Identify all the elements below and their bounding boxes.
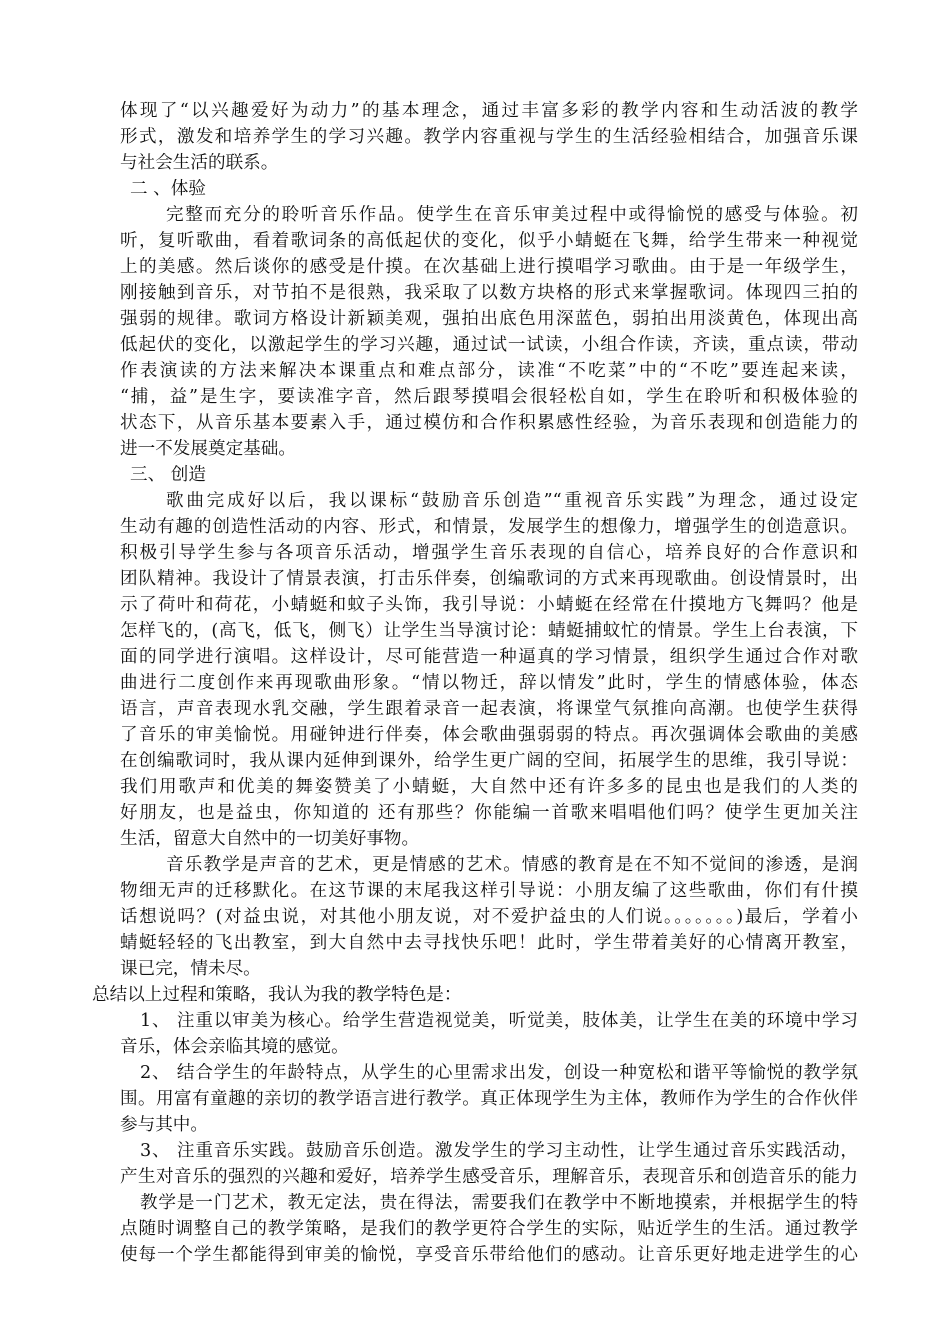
section3-line-9: 语言，声音表现水乳交融，学生跟着录音一起表演，将课堂气氛推向高潮。也使学生获得 bbox=[120, 699, 858, 719]
summary-item-3-line-1: 3、 注重音乐实践。鼓励音乐创造。激发学生的学习主动性，让学生通过音乐实践活动， bbox=[140, 1141, 858, 1161]
summary-item-2-line-3: 参与其中。 bbox=[120, 1115, 208, 1135]
section2-line-7: 作表演读的方法来解决本课重点和难点部分，读准“不吃菜”中的“不吃”要连起来读， bbox=[120, 361, 858, 381]
summary-intro: 总结以上过程和策略，我认为我的教学特色是： bbox=[92, 985, 462, 1005]
section3-line-6: 怎样飞的，(高飞，低飞，侧飞）让学生当导演讨论：蜻蜓捕蚊忙的情景。学生上台表演，下 bbox=[120, 621, 858, 641]
section3-line-8: 曲进行二度创作来再现歌曲形象。“情以物迁，辞以情发”此时，学生的情感体验，体态 bbox=[120, 673, 858, 693]
music-paragraph-line-1: 音乐教学是声音的艺术，更是情感的艺术。情感的教育是在不知不觉间的渗透，是润 bbox=[166, 855, 858, 875]
section3-line-12: 我们用歌声和优美的舞姿赞美了小蜻蜓，大自然中还有许多多的昆虫也是我们的人类的 bbox=[120, 777, 858, 797]
section3-line-11: 在创编歌词时，我从课内延伸到课外，给学生更广阔的空间，拓展学生的思维，我引导说： bbox=[120, 751, 858, 771]
summary-item-1-line-2: 音乐，体会亲临其境的感觉。 bbox=[120, 1037, 349, 1057]
intro-line-1: 体现了“以兴趣爱好为动力”的基本理念，通过丰富多彩的教学内容和生动活波的教学 bbox=[120, 101, 858, 121]
closing-line-2: 点随时调整自己的教学策略，是我们的教学更符合学生的实际，贴近学生的生活。通过教学 bbox=[120, 1219, 858, 1239]
closing-line-1: 教学是一门艺术，教无定法，贵在得法，需要我们在教学中不断地摸索，并根据学生的特 bbox=[140, 1193, 858, 1213]
section2-line-3: 上的美感。然后谈你的感受是什摸。在次基础上进行摸唱学习歌曲。由于是一年级学生， bbox=[120, 257, 858, 277]
section3-line-2: 生动有趣的创造性活动的内容、形式，和情景，发展学生的想像力，增强学生的创造意识。 bbox=[120, 517, 858, 537]
section3-line-14: 生活，留意大自然中的一切美好事物。 bbox=[120, 829, 420, 849]
section3-line-4: 团队精神。我设计了情景表演，打击乐伴奏，创编歌词的方式来再现歌曲。创设情景时，出 bbox=[120, 569, 858, 589]
section3-line-1: 歌曲完成好以后，我以课标“鼓励音乐创造”“重视音乐实践”为理念，通过设定 bbox=[166, 491, 858, 511]
summary-item-2-line-2: 围。用富有童趣的亲切的教学语言进行教学。真正体现学生为主体，教师作为学生的合作伙伴 bbox=[120, 1089, 858, 1109]
music-paragraph-line-2: 物细无声的迁移默化。在这节课的末尾我这样引导说：小朋友编了这些歌曲，你们有什摸 bbox=[120, 881, 858, 901]
section3-line-13: 好朋友，也是益虫，你知道的 还有那些？你能编一首歌来唱唱他们吗？使学生更加关注 bbox=[120, 803, 858, 823]
section2-line-8: “捕，益”是生字，要读准字音，然后跟琴摸唱会很轻松自如，学生在聆听和积极体验的 bbox=[120, 387, 858, 407]
section2-line-10: 进一不发展奠定基础。 bbox=[120, 439, 296, 459]
music-paragraph-line-5: 课已完，情未尽。 bbox=[120, 959, 261, 979]
section2-line-4: 刚接触到音乐，对节拍不是很熟，我采取了以数方块格的形式来掌握歌词。体现四三拍的 bbox=[120, 283, 858, 303]
section3-line-3: 积极引导学生参与各项音乐活动，增强学生音乐表现的自信心，培养良好的合作意识和 bbox=[120, 543, 858, 563]
section3-heading: 三、 创造 bbox=[130, 465, 206, 485]
closing-line-3: 使每一个学生都能得到审美的愉悦，享受音乐带给他们的感动。让音乐更好地走进学生的心 bbox=[120, 1245, 858, 1265]
section2-line-6: 低起伏的变化，以激起学生的学习兴趣，通过试一试读，小组合作读，齐读，重点读，带动 bbox=[120, 335, 858, 355]
section3-line-5: 示了荷叶和荷花，小蜻蜓和蚊子头饰，我引导说：小蜻蜓在经常在什摸地方飞舞吗？他是 bbox=[120, 595, 858, 615]
intro-line-2: 形式，激发和培养学生的学习兴趣。教学内容重视与学生的生活经验相结合，加强音乐课 bbox=[120, 127, 858, 147]
intro-line-3: 与社会生活的联系。 bbox=[120, 153, 279, 173]
section2-line-9: 状态下，从音乐基本要素入手，通过模仿和合作积累感性经验，为音乐表现和创造能力的 bbox=[120, 413, 858, 433]
section2-line-2: 听，复听歌曲，看着歌词条的高低起伏的变化，似乎小蜻蜓在飞舞，给学生带来一种视觉 bbox=[120, 231, 858, 251]
section3-line-7: 面的同学进行演唱。这样设计，尽可能营造一种逼真的学习情景，组织学生通过合作对歌 bbox=[120, 647, 858, 667]
section2-heading: 二 、体验 bbox=[130, 179, 206, 199]
music-paragraph-line-4: 蜻蜓轻轻的飞出教室，到大自然中去寻找快乐吧！此时，学生带着美好的心情离开教室， bbox=[120, 933, 858, 953]
section2-line-5: 强弱的规律。歌词方格设计新颖美观，强拍出底色用深蓝色，弱拍出用淡黄色，体现出高 bbox=[120, 309, 858, 329]
summary-item-1-line-1: 1、 注重以审美为核心。给学生营造视觉美，听觉美，肢体美，让学生在美的环境中学习 bbox=[140, 1011, 858, 1031]
music-paragraph-line-3: 话想说吗？(对益虫说，对其他小朋友说，对不爱护益虫的人们说。。。。。。。)最后，学着小 bbox=[120, 907, 858, 927]
summary-item-2-line-1: 2、 结合学生的年龄特点，从学生的心里需求出发，创设一种宽松和谐平等愉悦的教学氛 bbox=[140, 1063, 858, 1083]
section3-line-10: 了音乐的审美愉悦。用碰钟进行伴奏，体会歌曲强弱弱的特点。再次强调体会歌曲的美感 bbox=[120, 725, 858, 745]
section2-line-1: 完整而充分的聆听音乐作品。使学生在音乐审美过程中或得愉悦的感受与体验。初 bbox=[166, 205, 858, 225]
summary-item-3-line-2: 产生对音乐的强烈的兴趣和爱好，培养学生感受音乐，理解音乐，表现音乐和创造音乐的能力 bbox=[120, 1167, 858, 1187]
